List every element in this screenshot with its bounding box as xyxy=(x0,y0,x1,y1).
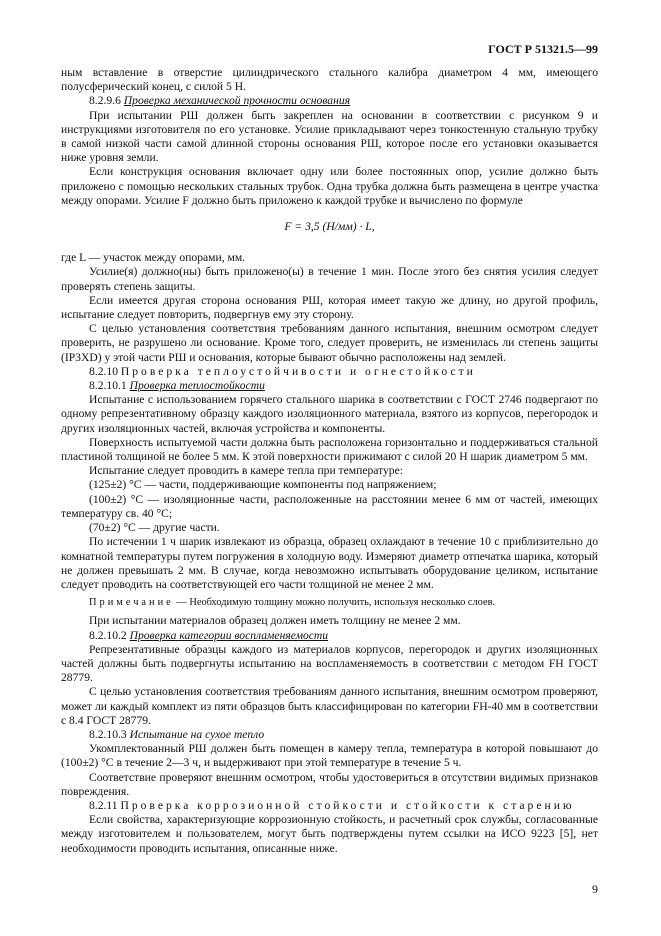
paragraph: Укомплектованный РШ должен быть помещен в камеру тепла, температура в которой повышают до (100±2) °С в течение 2—3 ч, и выдерживают при этой температуре в течение 5 ч. xyxy=(61,742,598,770)
list-item: (125±2) °С — части, поддерживающие компоненты под напряжением; xyxy=(89,478,437,492)
paragraph: Поверхность испытуемой части должна быть расположена горизонтально и поддерживаться стальной пластиной толщиной не более 5 мм. К этой поверхности прижимают с силой 20 Н шарик диаметром 5 мм. xyxy=(61,435,598,464)
paragraph: Испытание с использованием горячего стального шарика в соответствии с ГОСТ 2746 подвергают по одному репрезентативному образцу каждого изоляционного материала, взятого из корпусов, перегородок и других изоляционных частей, включая устройства и компоненты. xyxy=(61,393,598,435)
section-title: Проверка теплостойкости xyxy=(129,379,265,393)
document-header: ГОСТ Р 51321.5—99 xyxy=(488,42,598,56)
paragraph: Если конструкция основания включает одну или более постоянных опор, усилие должно быть приложено с помощью нескольких стальных трубок. Одна трубка должна быть размещена в центре участка между опорами. Усилие F должно быть приложено к каждой трубке и вычислено по формуле xyxy=(61,165,598,207)
section-title: Проверка теплоустойчивости и огнестойкости xyxy=(120,364,476,378)
page-number: 9 xyxy=(592,882,598,896)
section-number: 8.2.11 xyxy=(89,798,118,812)
paragraph: Соответствие проверяют внешним осмотром, чтобы удостовериться в отсутствии видимых признаков повреждения. xyxy=(61,770,598,798)
section-title: Проверка механической прочности основания xyxy=(123,94,351,108)
paragraph: По истечении 1 ч шарик извлекают из образца, образец охлаждают в течение 10 с приблизительно до комнатной температуры путем погружения в холодную воду. Измеряют диаметр отпечатка шарика, который не должен превышать 2 мм. В случае, когда невозможно испытывать оборудование целиком, испытание следует проводить на соответствующей его части толщиной не менее 2 мм. xyxy=(61,535,598,591)
section-number: 8.2.10.3 xyxy=(89,727,127,741)
paragraph: ным вставление в отверстие цилиндрического стального калибра диаметром 4 мм, имеющего полусферический конец, с силой 5 Н. xyxy=(61,66,598,94)
section-8-2-10-1-heading xyxy=(61,379,598,393)
formula: F = 3,5 (Н/мм) · L, xyxy=(284,220,375,234)
section-8-2-9-6-heading xyxy=(61,94,598,108)
note xyxy=(61,596,598,610)
list-item: (70±2) °С — другие части. xyxy=(89,521,220,535)
paragraph: Если имеется другая сторона основания РШ, которая имеет такую же длину, но другой профиль, испытание следует повторить, подвергнув ему эту сторону. xyxy=(61,293,598,322)
section-8-2-10-heading xyxy=(61,365,598,379)
list-item: (100±2) °С — изоляционные части, расположенные на расстоянии менее 6 мм от частей, имеющих температуру св. 40 °С; xyxy=(61,492,598,520)
paragraph: Усилие(я) должно(ны) быть приложено(ы) в течение 1 мин. После этого без снятия усилия следует проверять степень защиты. xyxy=(61,265,598,293)
section-8-2-10-3-heading xyxy=(61,728,598,742)
section-number: 8.2.10.2 xyxy=(89,628,127,642)
paragraph: Если свойства, характеризующие коррозионную стойкость, и расчетный срок службы, согласованные между изготовителем и пользователем, могут быть подтверждены путем ссылки на ИСО 9223 [5], нет необходимости проводить испытания, описанные ниже. xyxy=(61,813,598,855)
note-label: Примечание xyxy=(89,597,174,609)
paragraph: Репрезентативные образцы каждого из материалов корпусов, перегородок и других изоляционных частей должны быть подвергнуты испытанию на воспламеняемость в соответствии с методом FH ГОСТ 28779. xyxy=(61,642,598,685)
section-number: 8.2.9.6 xyxy=(89,94,121,108)
section-title: Проверка коррозионной стойкости и стойкости к старению xyxy=(120,798,575,812)
paragraph: При испытании материалов образец должен иметь толщину не менее 2 мм. xyxy=(89,614,461,628)
section-title: Испытание на сухое тепло xyxy=(129,727,265,741)
section-8-2-10-2-heading xyxy=(61,629,598,643)
section-number: 8.2.10.1 xyxy=(89,379,127,393)
note-text: — Необходимую толщину можно получить, используя несколько слоев. xyxy=(173,597,496,609)
section-title: Проверка категории воспламеняемости xyxy=(129,628,329,642)
document-body xyxy=(61,66,598,856)
paragraph: С целью установления соответствия требованиям данного испытания, внешним осмотром проверяют, может ли каждый комплект из пяти образцов быть классифицирован по категории FH-40 мм в соответствии с 8.4 ГОСТ 28779. xyxy=(61,685,598,727)
paragraph: При испытании РШ должен быть закреплен на основании в соответствии с рисунком 9 и инструкциями изготовителя по его установке. Усилие прикладывают через тонкостенную стальную трубку в самой низкой части самой длинной стороны основания РШ, которое после его установки оказывается ниже уровня земли. xyxy=(61,108,598,165)
paragraph: где L — участок между опорами, мм. xyxy=(61,251,246,265)
section-8-2-11-heading xyxy=(61,799,598,813)
paragraph: С целью установления соответствия требованиям данного испытания, внешним осмотром следует проверить, не разрушено ли основание. Кроме того, следует проверить, не изменилась ли степень защиты (IP3XD) у этой части РШ и основания, которые бывают обычно расположены над землей. xyxy=(61,322,598,364)
paragraph: Испытание следует проводить в камере тепла при температуре: xyxy=(89,464,403,478)
section-number: 8.2.10 xyxy=(89,364,118,378)
